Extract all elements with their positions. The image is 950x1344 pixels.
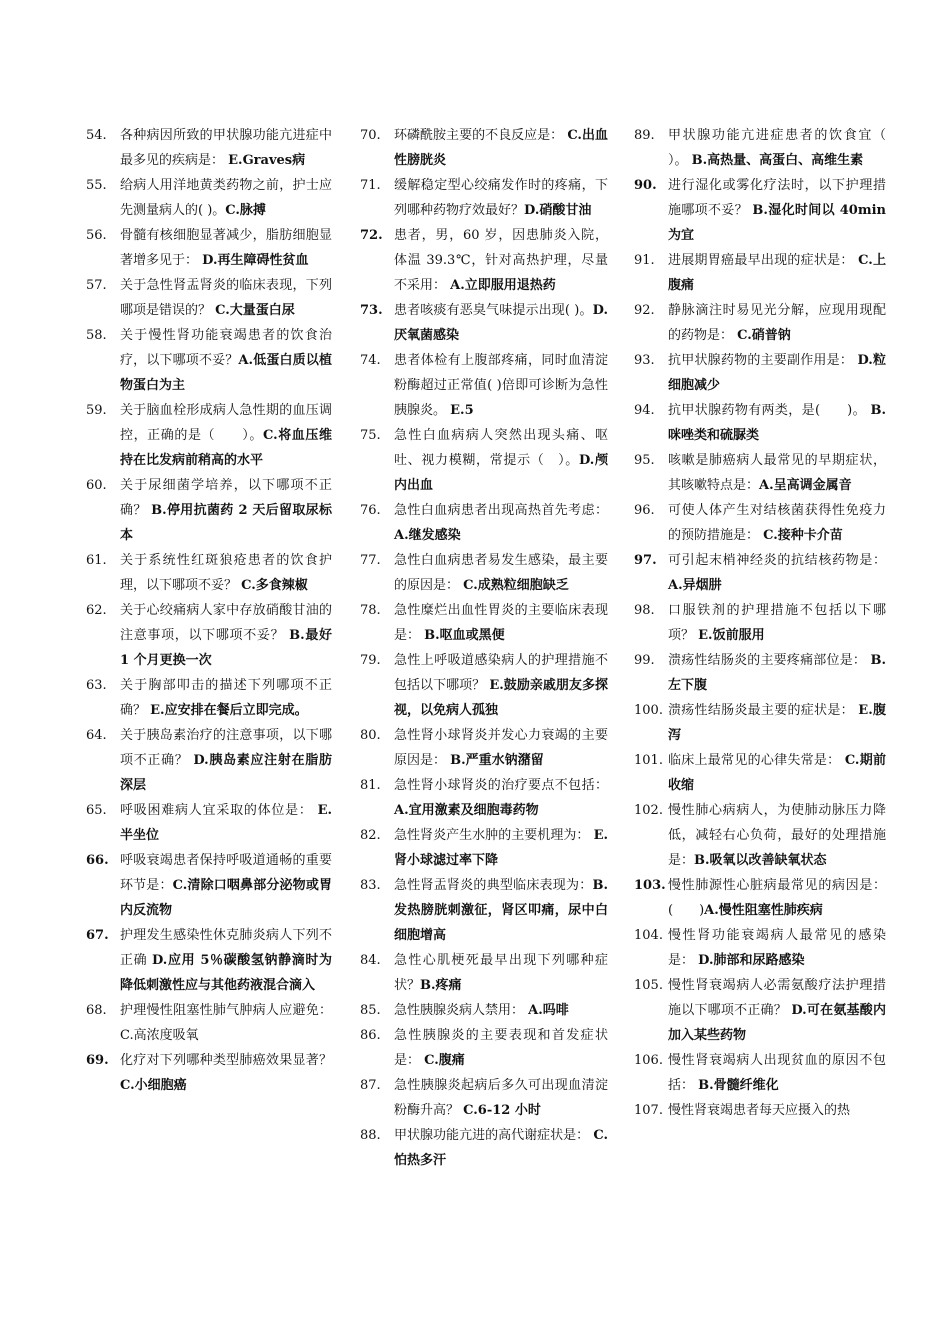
- question-text: [668, 498, 886, 548]
- question-stem: 静脉滴注时易见光分解，应现用现配的药物是：: [668, 303, 886, 343]
- question-text: [394, 123, 608, 173]
- question-stem: 关于系统性红斑狼疮患者的饮食护理，以下哪项不妥？: [120, 553, 332, 593]
- question-item: [86, 273, 332, 323]
- question-item: [86, 398, 332, 473]
- question-number: 84.: [360, 953, 381, 968]
- answer: C.大量蛋白尿: [215, 303, 295, 318]
- question-text: [394, 1123, 608, 1173]
- answer: D.再生障碍性贫血: [202, 253, 309, 268]
- question-text: [120, 273, 332, 323]
- question-text: [394, 348, 608, 423]
- question-item: [634, 1048, 886, 1098]
- question-number: 78.: [360, 603, 381, 618]
- question-number: 82.: [360, 828, 381, 843]
- question-stem: 各种病因所致的甲状腺功能亢进症中最多见的疾病是：: [120, 128, 332, 168]
- question-number: 70.: [360, 128, 381, 143]
- question-number: 57.: [86, 278, 107, 293]
- question-stem: 甲状腺功能亢进的高代谢症状是：: [394, 1128, 594, 1143]
- question-item: [360, 873, 608, 948]
- answer: E.饭前服用: [698, 628, 765, 643]
- answer: C.上腹痛: [668, 253, 886, 293]
- answer: B.咪唑类和硫脲类: [668, 403, 886, 443]
- question-item: [360, 423, 608, 498]
- question-number: 89.: [634, 128, 655, 143]
- answer: A.吗啡: [528, 1003, 569, 1018]
- question-stem: 急性心肌梗死最早出现下列哪种症状？: [394, 953, 608, 993]
- question-number: 79.: [360, 653, 381, 668]
- question-item: [86, 798, 332, 848]
- question-text: [394, 423, 608, 498]
- question-stem: 进展期胃癌最早出现的症状是：: [668, 253, 859, 268]
- question-stem: 可使人体产生对结核菌获得性免疫力的预防措施是：: [668, 503, 886, 543]
- question-text: [668, 873, 886, 923]
- question-stem: 缓解稳定型心绞痛发作时的疼痛，下列哪种药物疗效最好？: [394, 178, 608, 218]
- question-number: 72.: [360, 228, 383, 243]
- question-number: 102.: [634, 803, 663, 818]
- question-item: [634, 598, 886, 648]
- question-text: [668, 398, 886, 448]
- column-2: [360, 123, 608, 1173]
- answer: D.粒细胞减少: [668, 353, 886, 393]
- question-stem: 急性胰腺炎的主要表现和首发症状是：: [394, 1028, 608, 1068]
- question-number: 75.: [360, 428, 381, 443]
- question-text: [394, 298, 608, 348]
- question-stem: 环磷酰胺主要的不良反应是：: [394, 128, 568, 143]
- question-item: [634, 398, 886, 448]
- question-stem: 急性肾小球肾炎并发心力衰竭的主要原因是：: [394, 728, 608, 768]
- column-3: [634, 123, 886, 1123]
- question-text: [120, 398, 332, 473]
- question-stem: 抗甲状腺药物有两类，是( )。: [668, 403, 871, 418]
- question-stem: 溃疡性结肠炎最主要的症状是：: [668, 703, 859, 718]
- answer: E.应安排在餐后立即完成。: [150, 703, 308, 718]
- question-number: 105.: [634, 978, 663, 993]
- question-text: [394, 548, 608, 598]
- question-stem: 护理慢性阻塞性肺气肿病人应避免： C.高浓度吸氧: [120, 1003, 332, 1043]
- question-number: 59.: [86, 403, 107, 418]
- answer: C.清除口咽鼻部分泌物或胃内反流物: [120, 878, 332, 918]
- question-item: [86, 1048, 332, 1098]
- question-stem: 患者，男，60 岁，因患肺炎入院，体温 39.3℃，针对高热护理，尽量不采用：: [394, 228, 608, 293]
- question-number: 69.: [86, 1053, 109, 1068]
- answer: B.湿化时间以 40min 为宜: [668, 203, 886, 243]
- question-number: 81.: [360, 778, 381, 793]
- question-stem: 慢性肾衰竭患者每天应摄入的热: [668, 1103, 851, 1118]
- question-text: [394, 823, 608, 873]
- question-text: [120, 848, 332, 923]
- question-number: 86.: [360, 1028, 381, 1043]
- question-stem: 关于胰岛素治疗的注意事项，以下哪项不正确？: [120, 728, 332, 768]
- question-number: 56.: [86, 228, 107, 243]
- question-item: [360, 173, 608, 223]
- question-stem: 慢性肾衰竭病人必需氨酸疗法护理措施以下哪项不正确？: [668, 978, 886, 1018]
- question-number: 106.: [634, 1053, 663, 1068]
- question-stem: 慢性肺源性心脏病最常见的病因是：( ): [668, 878, 886, 918]
- answer: D.应用 5％碳酸氢钠静滴时为降低刺激性应与其他药液混合滴入: [120, 953, 332, 993]
- question-item: [86, 173, 332, 223]
- question-text: [394, 173, 608, 223]
- question-item: [634, 448, 886, 498]
- question-item: [360, 548, 608, 598]
- question-text: [394, 598, 608, 648]
- question-number: 103.: [634, 878, 666, 893]
- question-item: [360, 823, 608, 873]
- answer: A.宜用激素及细胞毒药物: [394, 803, 539, 818]
- question-item: [86, 123, 332, 173]
- question-item: [86, 473, 332, 548]
- question-item: [634, 873, 886, 923]
- question-text: [120, 223, 332, 273]
- question-item: [634, 698, 886, 748]
- question-item: [634, 548, 886, 598]
- answer: E.肾小球滤过率下降: [394, 828, 608, 868]
- question-number: 76.: [360, 503, 381, 518]
- question-item: [634, 498, 886, 548]
- question-text: [668, 548, 886, 598]
- question-stem: 急性白血病病人突然出现头痛、呕吐、视力模糊，常提示（ ）。: [394, 428, 608, 468]
- question-stem: 口服铁剂的护理措施不包括以下哪项？: [668, 603, 886, 643]
- question-number: 92.: [634, 303, 655, 318]
- question-number: 91.: [634, 253, 655, 268]
- question-number: 77.: [360, 553, 381, 568]
- question-number: 87.: [360, 1078, 381, 1093]
- question-text: [668, 923, 886, 973]
- question-text: [120, 473, 332, 548]
- question-item: [360, 498, 608, 548]
- question-text: [668, 173, 886, 248]
- question-item: [634, 748, 886, 798]
- answer: B.严重水钠潴留: [450, 753, 544, 768]
- answer: D.硝酸甘油: [524, 203, 592, 218]
- question-item: [360, 348, 608, 423]
- question-text: [668, 448, 886, 498]
- question-item: [634, 123, 886, 173]
- question-stem: 患者咳痰有恶臭气味提示出现( )。: [394, 303, 593, 318]
- answer: E.5: [450, 403, 474, 418]
- question-stem: 抗甲状腺药物的主要副作用是：: [668, 353, 858, 368]
- answer: B.疼痛: [420, 978, 462, 993]
- question-text: [668, 1048, 886, 1098]
- answer: E.半坐位: [120, 803, 332, 843]
- question-text: [668, 748, 886, 798]
- question-number: 98.: [634, 603, 655, 618]
- answer: C.出血性膀胱炎: [394, 128, 608, 168]
- question-stem: 急性肾盂肾炎的典型临床表现为：: [394, 878, 593, 893]
- question-number: 88.: [360, 1128, 381, 1143]
- question-number: 80.: [360, 728, 381, 743]
- answer: C.怕热多汗: [394, 1128, 608, 1168]
- question-number: 93.: [634, 353, 655, 368]
- question-stem: 呼吸衰竭患者保持呼吸道通畅的重要环节是：: [120, 853, 332, 893]
- question-stem: 呼吸困难病人宜采取的体位是：: [120, 803, 318, 818]
- question-number: 99.: [634, 653, 655, 668]
- question-item: [360, 1123, 608, 1173]
- answer: C.接种卡介苗: [763, 528, 843, 543]
- answer: D.肺部和尿路感染: [698, 953, 805, 968]
- answer: A.呈高调金属音: [759, 478, 852, 493]
- question-number: 68.: [86, 1003, 107, 1018]
- question-stem: 急性糜烂出血性胃炎的主要临床表现是：: [394, 603, 608, 643]
- question-stem: 急性上呼吸道感染病人的护理措施不包括以下哪项？: [394, 653, 608, 693]
- question-text: [668, 648, 886, 698]
- question-text: [120, 798, 332, 848]
- answer: C.硝普钠: [737, 328, 791, 343]
- question-number: 97.: [634, 553, 657, 568]
- question-item: [634, 648, 886, 698]
- question-number: 63.: [86, 678, 107, 693]
- question-text: [394, 873, 608, 948]
- question-item: [86, 323, 332, 398]
- question-stem: 关于心绞痛病人家中存放硝酸甘油的注意事项，以下哪项不妥？: [120, 603, 332, 643]
- question-text: [668, 798, 886, 873]
- question-stem: 溃疡性结肠炎的主要疼痛部位是：: [668, 653, 871, 668]
- question-number: 85.: [360, 1003, 381, 1018]
- question-number: 54.: [86, 128, 107, 143]
- question-number: 62.: [86, 603, 107, 618]
- answer: B.停用抗菌药 2 天后留取尿标本: [120, 503, 332, 543]
- question-text: [394, 723, 608, 773]
- question-stem: 急性胰腺炎病人禁用：: [394, 1003, 529, 1018]
- question-stem: 化疗对下列哪种类型肺癌效果显著？: [120, 1053, 332, 1068]
- question-stem: 甲状腺功能亢进症患者的饮食宜（ ）。: [668, 128, 886, 168]
- question-stem: 患者体检有上腹部疼痛，同时血清淀粉酶超过正常值( )倍即可诊断为急性胰腺炎。: [394, 353, 608, 418]
- question-text: [668, 973, 886, 1048]
- question-item: [634, 1098, 886, 1123]
- question-stem: 急性白血病患者易发生感染，最主要的原因是：: [394, 553, 608, 593]
- question-stem: 急性肾炎产生水肿的主要机理为：: [394, 828, 594, 843]
- question-text: [668, 598, 886, 648]
- question-text: [120, 548, 332, 598]
- question-item: [360, 298, 608, 348]
- question-stem: 关于胸部叩击的描述下列哪项不正确？: [120, 678, 332, 718]
- question-stem: 进行湿化或雾化疗法时，以下护理措施哪项不妥？: [668, 178, 886, 218]
- question-number: 71.: [360, 178, 381, 193]
- answer: C.小细胞癌: [120, 1078, 187, 1093]
- answer: D.颅内出血: [394, 453, 608, 493]
- question-number: 64.: [86, 728, 107, 743]
- question-number: 94.: [634, 403, 655, 418]
- answer: C.腹痛: [424, 1053, 465, 1068]
- question-item: [634, 923, 886, 973]
- answer: A.立即服用退热药: [450, 278, 556, 293]
- answer: B.骨髓纤维化: [698, 1078, 779, 1093]
- question-text: [120, 323, 332, 398]
- answer: D.可在氨基酸内加入某些药物: [668, 1003, 886, 1043]
- answer: E.鼓励亲戚朋友多探视，以免病人孤独: [394, 678, 608, 718]
- question-item: [360, 223, 608, 298]
- question-text: [668, 348, 886, 398]
- question-stem: 咳嗽是肺癌病人最常见的早期症状，其咳嗽特点是：: [668, 453, 886, 493]
- question-text: [120, 1048, 332, 1098]
- answer: C.期前收缩: [668, 753, 886, 793]
- question-text: [668, 248, 886, 298]
- question-item: [86, 923, 332, 998]
- answer: B.发热膀胱刺激征，肾区叩痛，尿中白细胞增高: [394, 878, 608, 943]
- answer: B.最好 1 个月更换一次: [120, 628, 333, 668]
- question-item: [360, 723, 608, 773]
- question-item: [86, 223, 332, 273]
- answer: B.吸氧以改善缺氧状态: [694, 853, 827, 868]
- question-item: [360, 598, 608, 648]
- question-item: [86, 673, 332, 723]
- question-item: [360, 123, 608, 173]
- question-text: [394, 498, 608, 548]
- answer: A.继发感染: [394, 528, 461, 543]
- answer: A.异烟肼: [668, 578, 722, 593]
- question-number: 83.: [360, 878, 381, 893]
- question-number: 107.: [634, 1103, 663, 1118]
- question-text: [120, 998, 332, 1048]
- question-item: [86, 598, 332, 673]
- question-number: 74.: [360, 353, 381, 368]
- question-stem: 临床上最常见的心律失常是：: [668, 753, 845, 768]
- question-item: [360, 773, 608, 823]
- question-item: [86, 848, 332, 923]
- question-text: [668, 298, 886, 348]
- question-item: [634, 348, 886, 398]
- question-item: [360, 948, 608, 998]
- question-stem: 可引起末梢神经炎的抗结核药物是：: [668, 553, 886, 568]
- question-text: [394, 948, 608, 998]
- question-number: 61.: [86, 553, 107, 568]
- answer: E.腹泻: [668, 703, 886, 743]
- answer: B.呕血或黑便: [424, 628, 505, 643]
- answer: C.将血压维持在比发病前稍高的水平: [120, 428, 332, 468]
- question-stem: 急性肾小球肾炎的治疗要点不包括：: [394, 778, 608, 793]
- question-number: 101.: [634, 753, 663, 768]
- question-item: [86, 998, 332, 1048]
- answer: A.慢性阻塞性肺疾病: [704, 903, 823, 918]
- question-stem: 给病人用洋地黄类药物之前，护士应先测量病人的( )。: [120, 178, 332, 218]
- question-stem: 急性胰腺炎起病后多久可出现血清淀粉酶升高？: [394, 1078, 608, 1118]
- question-item: [634, 798, 886, 873]
- question-text: [394, 1023, 608, 1073]
- question-number: 73.: [360, 303, 383, 318]
- question-number: 104.: [634, 928, 663, 943]
- question-text: [120, 923, 332, 998]
- answer: D.厌氧菌感染: [394, 303, 608, 343]
- question-number: 60.: [86, 478, 107, 493]
- question-stem: 急性白血病患者出现高热首先考虑：: [394, 503, 608, 518]
- question-item: [86, 723, 332, 798]
- question-stem: 慢性肺心病病人，为使肺动脉压力降低，减轻右心负荷，最好的处理措施是：: [668, 803, 886, 868]
- question-stem: 护理发生感染性休克肺炎病人下列不正确: [120, 928, 332, 968]
- answer: C.多食辣椒: [241, 578, 308, 593]
- answer: C.脉搏: [225, 203, 266, 218]
- question-number: 66.: [86, 853, 109, 868]
- question-item: [360, 648, 608, 723]
- question-text: [394, 223, 608, 298]
- answer: A.低蛋白质以植物蛋白为主: [120, 353, 332, 393]
- question-item: [360, 1073, 608, 1123]
- question-text: [394, 648, 608, 723]
- question-item: [634, 248, 886, 298]
- question-number: 55.: [86, 178, 107, 193]
- question-item: [634, 973, 886, 1048]
- question-item: [360, 998, 608, 1023]
- question-item: [634, 173, 886, 248]
- question-text: [120, 598, 332, 673]
- question-stem: 慢性肾功能衰竭病人最常见的感染是：: [668, 928, 886, 968]
- question-text: [394, 1073, 608, 1123]
- question-number: 67.: [86, 928, 109, 943]
- answer: D.胰岛素应注射在脂肪深层: [120, 753, 332, 793]
- question-stem: 关于脑血栓形成病人急性期的血压调控，正确的是（ ）。: [120, 403, 332, 443]
- question-text: [668, 123, 886, 173]
- question-stem: 关于尿细菌学培养，以下哪项不正确？: [120, 478, 332, 518]
- question-text: [120, 673, 332, 723]
- question-item: [360, 1023, 608, 1073]
- question-text: [394, 998, 608, 1023]
- answer: E.Graves病: [228, 153, 306, 168]
- question-number: 100.: [634, 703, 663, 718]
- question-item: [634, 298, 886, 348]
- answer: B.左下腹: [668, 653, 886, 693]
- question-stem: 慢性肾衰竭病人出现贫血的原因不包括：: [668, 1053, 886, 1093]
- question-number: 58.: [86, 328, 107, 343]
- column-1: [86, 123, 332, 1098]
- answer: C.6-12 小时: [463, 1103, 541, 1118]
- question-text: [668, 1098, 886, 1123]
- question-number: 96.: [634, 503, 655, 518]
- question-text: [120, 173, 332, 223]
- answer: C.成熟粒细胞缺乏: [463, 578, 569, 593]
- question-number: 95.: [634, 453, 655, 468]
- question-text: [120, 123, 332, 173]
- question-text: [668, 698, 886, 748]
- question-text: [120, 723, 332, 798]
- question-text: [394, 773, 608, 823]
- question-stem: 关于急性肾盂肾炎的临床表现，下列哪项是错误的？: [120, 278, 332, 318]
- question-stem: 骨髓有核细胞显著减少，脂肪细胞显著增多见于：: [120, 228, 332, 268]
- question-item: [86, 548, 332, 598]
- question-stem: 关于慢性肾功能衰竭患者的饮食治疗，以下哪项不妥？: [120, 328, 332, 368]
- question-number: 65.: [86, 803, 107, 818]
- answer: B.高热量、高蛋白、高维生素: [691, 153, 864, 168]
- question-number: 90.: [634, 178, 657, 193]
